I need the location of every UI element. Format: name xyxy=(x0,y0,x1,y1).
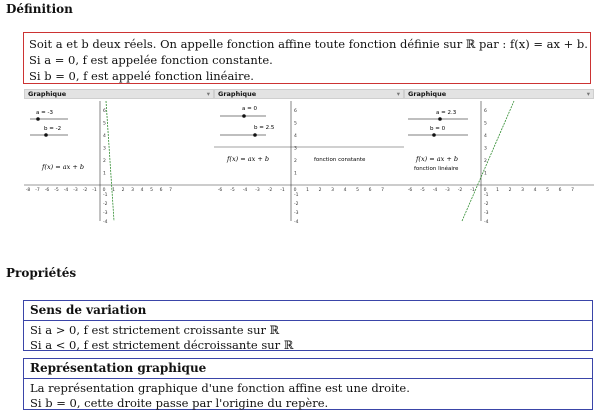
definition-heading: Définition xyxy=(6,2,73,16)
y-tick-label: 5 xyxy=(294,121,297,127)
definition-line-1: Soit a et b deux réels. On appelle fonction affine toute fonction définie sur ℝ par : f(x) = ax + b. xyxy=(29,37,588,51)
variation-line-1: Si a > 0, f est strictement croissante sur ℝ xyxy=(30,322,280,337)
divider xyxy=(24,378,592,379)
y-tick-label: 3 xyxy=(294,146,297,152)
y-tick-label: -3 xyxy=(484,211,489,216)
slider-a-knob[interactable] xyxy=(36,117,40,121)
y-tick-label: -4 xyxy=(103,220,108,225)
slider-b-label: b = 0 xyxy=(430,126,446,132)
x-tick-label: 4 xyxy=(140,188,144,193)
x-tick-label: -3 xyxy=(255,188,260,193)
x-tick-label: 7 xyxy=(571,188,574,193)
x-tick-label: -6 xyxy=(44,188,50,193)
x-tick-label: -6 xyxy=(407,188,413,193)
definition-line-2: Si a = 0, f est appelée fonction constante. xyxy=(29,53,273,67)
graph-title: Graphique xyxy=(218,90,257,98)
x-tick-label: 1 xyxy=(496,188,499,193)
caption-text: fonction linéaire xyxy=(414,166,459,172)
x-tick-label: -1 xyxy=(92,188,97,193)
x-tick-label: 1 xyxy=(112,188,115,193)
graph-header xyxy=(214,89,404,99)
y-tick-label: 4 xyxy=(103,134,106,139)
divider xyxy=(24,320,592,321)
slider-b-knob[interactable] xyxy=(432,133,436,137)
x-tick-label: -5 xyxy=(420,188,425,193)
x-tick-label: -1 xyxy=(470,188,475,193)
y-tick-label: -1 xyxy=(484,193,489,198)
graph-decreasing xyxy=(24,89,214,225)
x-tick-label: 0 xyxy=(483,188,487,193)
x-tick-label: 7 xyxy=(169,188,172,193)
y-tick-label: 1 xyxy=(484,171,487,177)
slider-b-knob[interactable] xyxy=(44,133,48,137)
y-tick-label: 6 xyxy=(294,109,297,114)
y-tick-label: -2 xyxy=(103,202,108,207)
variation-title: Sens de variation xyxy=(30,303,147,317)
x-tick-label: -8 xyxy=(25,188,31,193)
y-tick-label: -1 xyxy=(294,193,299,198)
graph-canvas-1[interactable] xyxy=(24,99,214,225)
x-tick-label: 4 xyxy=(533,188,537,193)
x-tick-label: 7 xyxy=(381,188,384,193)
definition-box xyxy=(23,32,591,84)
graph-header xyxy=(404,89,594,99)
x-tick-label: 2 xyxy=(508,188,512,193)
properties-heading: Propriétés xyxy=(6,266,77,280)
y-tick-label: 6 xyxy=(484,109,487,114)
x-tick-label: -3 xyxy=(73,188,78,193)
y-tick-label: -3 xyxy=(294,211,299,216)
slider-a-label: a = 0 xyxy=(242,106,257,112)
variation-box xyxy=(23,300,593,351)
y-tick-label: 6 xyxy=(103,109,106,114)
menu-icon[interactable]: ▾ xyxy=(586,90,590,98)
representation-box xyxy=(23,358,593,410)
y-tick-label: 3 xyxy=(484,146,487,152)
y-tick-label: 2 xyxy=(103,159,106,164)
y-tick-label: -4 xyxy=(484,220,489,225)
definition-line-3: Si b = 0, f est appelé fonction linéaire. xyxy=(29,69,254,83)
slider-b-knob[interactable] xyxy=(253,133,257,137)
y-tick-label: 5 xyxy=(103,121,106,127)
x-tick-label: -6 xyxy=(217,188,223,193)
representation-title: Représentation graphique xyxy=(30,361,207,375)
slider-a-label: a = -3 xyxy=(36,110,53,116)
x-tick-label: 0 xyxy=(102,188,106,193)
x-tick-label: 6 xyxy=(159,188,163,193)
formula-text: f(x) = ax + b xyxy=(416,155,459,163)
caption-text: fonction constante xyxy=(314,157,366,163)
y-tick-label: -2 xyxy=(294,202,299,207)
y-tick-label: -2 xyxy=(484,202,489,207)
x-tick-label: -7 xyxy=(35,188,40,193)
x-tick-label: 6 xyxy=(558,188,562,193)
graph-constant xyxy=(214,89,404,225)
x-tick-label: 0 xyxy=(293,188,297,193)
graph-canvas-2[interactable] xyxy=(214,99,404,225)
graph-header xyxy=(24,89,214,99)
x-tick-label: -4 xyxy=(242,188,248,193)
x-tick-label: 1 xyxy=(306,188,309,193)
x-tick-label: 2 xyxy=(318,188,322,193)
graph-linear xyxy=(404,89,594,225)
representation-line-2: Si b = 0, cette droite passe par l'origine du repère. xyxy=(30,396,329,410)
y-tick-label: 5 xyxy=(484,121,487,127)
y-tick-label: 4 xyxy=(484,134,487,139)
x-tick-label: 4 xyxy=(343,188,347,193)
menu-icon[interactable]: ▾ xyxy=(396,90,400,98)
x-tick-label: 3 xyxy=(331,188,334,193)
y-tick-label: 3 xyxy=(103,146,106,152)
y-tick-label: 1 xyxy=(103,171,106,177)
slider-a-label: a = 2.3 xyxy=(436,110,457,116)
representation-line-1: La représentation graphique d'une fonction affine est une droite. xyxy=(30,380,410,395)
x-tick-label: -5 xyxy=(54,188,59,193)
slider-b-label: b = -2 xyxy=(44,126,62,132)
x-tick-label: 3 xyxy=(521,188,524,193)
y-tick-label: -4 xyxy=(294,220,299,225)
formula-text: f(x) = ax + b xyxy=(227,155,270,163)
x-tick-label: -4 xyxy=(432,188,438,193)
x-tick-label: -2 xyxy=(82,188,88,193)
graph-canvas-3[interactable] xyxy=(404,99,594,225)
slider-a-knob[interactable] xyxy=(438,117,442,121)
x-tick-label: 6 xyxy=(368,188,372,193)
y-tick-label: -1 xyxy=(103,193,108,198)
y-tick-label: -3 xyxy=(103,211,108,216)
y-tick-label: 4 xyxy=(294,134,297,139)
variation-line-2: Si a < 0, f est strictement décroissante sur ℝ xyxy=(30,338,294,352)
graph-title: Graphique xyxy=(28,90,67,98)
x-tick-label: 5 xyxy=(150,188,153,193)
slider-a-knob[interactable] xyxy=(242,114,246,118)
menu-icon[interactable]: ▾ xyxy=(206,90,210,98)
x-tick-label: 5 xyxy=(546,188,549,193)
formula-text: f(x) = ax + b xyxy=(42,163,85,171)
x-tick-label: 3 xyxy=(131,188,134,193)
y-tick-label: 2 xyxy=(484,159,487,164)
x-tick-label: -2 xyxy=(457,188,463,193)
x-tick-label: -2 xyxy=(267,188,273,193)
graph-title: Graphique xyxy=(408,90,447,98)
slider-b-label: b = 2.5 xyxy=(254,125,275,131)
x-tick-label: -4 xyxy=(63,188,69,193)
x-tick-label: 2 xyxy=(121,188,125,193)
x-tick-label: -5 xyxy=(230,188,235,193)
x-tick-label: -1 xyxy=(280,188,285,193)
x-tick-label: -3 xyxy=(445,188,450,193)
x-tick-label: 5 xyxy=(356,188,359,193)
y-tick-label: 1 xyxy=(294,171,297,177)
y-tick-label: 2 xyxy=(294,159,297,164)
